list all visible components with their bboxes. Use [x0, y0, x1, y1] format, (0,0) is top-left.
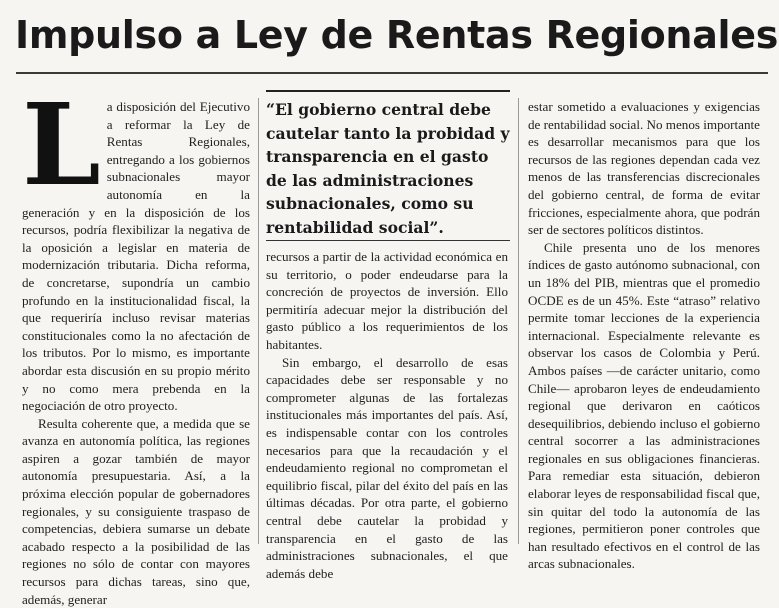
column-3 [528, 98, 760, 572]
column-1 [22, 80, 250, 607]
column-divider [518, 98, 519, 544]
drop-cap: L [22, 80, 101, 211]
paragraph: Chile presenta uno de los menores índices de gasto autónomo subnacional, con un 18% del PIB, mientras que el promedio OCDE es de un 45%. Este “atraso” relativo permite tomar lecciones de la experiencia internacional. Especialmente relevante es observar los casos de Colombia y Perú. Ambos países —de carácter unitario, como Chile— aprobaron leyes de endeudamiento regional que derivaron en caóticos desequilibrios, debiendo incluso el gobierno central socorrer a las administraciones regionales en sus obligaciones financieras. Para remediar esta situación, debieron elaborar leyes de responsabilidad fiscal que, sin quitar del todo la autonomía de las regiones, permitieron poner controles que han resultado efectivos en el control de las arcas subnacionales. [528, 239, 760, 572]
paragraph: estar sometido a evaluaciones y exigencias de rentabilidad social. No menos importante es desarrollar mecanismos para que los recursos de las regiones dependan cada vez menos de las transferencias discrecionales del gobierno central, de forma de evitar fricciones, especialmente ahora, que podrán ser de sectores políticos distintos. [528, 99, 760, 238]
column-divider [258, 98, 259, 544]
paragraph [22, 80, 250, 415]
paragraph: Resulta coherente que, a medida que se avanza en autonomía política, las regiones aspiren a gozar también de mayor autonomía presupuestaria. Así, a la próxima elección popular de gobernadores regionales, y su consiguiente traspaso de competencias, debiera sumarse un debate acabado respecto a la posibilidad de las regiones no sólo de contar con mayores recursos para dichas tareas, sino que, además, generar [22, 415, 250, 607]
headline-rule [16, 72, 768, 74]
paragraph-text: a disposición del Ejecutivo a reformar la Ley de Rentas Regionales, entregando a los gobiernos subnacionales mayor autonomía en la generación y en la disposición de los recursos, podría flexibilizar la negativa de la oposición a legislar en materia de modernización tributaria. Dicha reforma, de concretarse, supondría un cambio profundo en la institucionalidad fiscal, la que requeriría incluso revisar materias constitucionales como la no afectación de los tributos. Por lo mismo, es importante abordar esta discusión en su propio mérito y no como mera prebenda en la negociación de otro proyecto. [22, 99, 250, 414]
headline: Impulso a Ley de Rentas Regionales [15, 13, 779, 57]
column-2 [266, 248, 508, 581]
paragraph: recursos a partir de la actividad económica en su territorio, o poder endeudarse para la concreción de proyectos de inversión. Ello permitiría adecuar mejor la distribución del gasto público a los requerimientos de los habitantes. [266, 249, 508, 352]
paragraph: Sin embargo, el desarrollo de esas capacidades debe ser responsable y no comprometer algunas de las fortalezas institucionales más importantes del país. Así, es indispensable contar con los controles necesarios para que la recaudación y el endeudamiento regional no comprometan el equilibrio fiscal, pilar del éxito del país en las últimas décadas. Por otra parte, el gobierno central debe cautelar la probidad y transparencia en el gasto de las administraciones subnacionales, el que además debe [266, 354, 508, 581]
pull-quote: “El gobierno central debe cautelar tanto la probidad y transparencia en el gasto de las administraciones subnacionales, como su rentabilidad social”. [266, 90, 510, 241]
